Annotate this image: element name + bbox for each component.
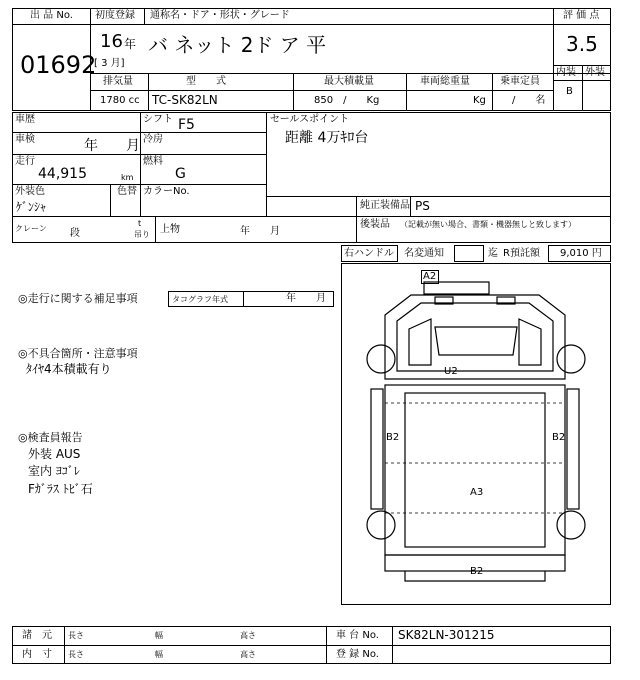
ac-label: 冷房	[143, 134, 163, 145]
history-label: 車歴	[15, 114, 35, 125]
name-label: 通称名・ドア・形状・グレード	[150, 10, 290, 21]
sales-point-value: 距離 4万ｷﾛ台	[285, 130, 369, 146]
cabin-inner	[397, 303, 553, 371]
genuine-equip-value: PS	[415, 199, 430, 213]
truck-diagram	[341, 263, 611, 605]
mileage-unit: km	[121, 173, 134, 182]
name-change-label: 名変通知	[404, 248, 444, 259]
exterior-color-value: ｹﾞﾝｼｬ	[16, 200, 47, 214]
right-door-window	[519, 319, 541, 365]
cabin-damage-mark: U2	[444, 366, 458, 377]
reg-no-label: 登 録 No.	[336, 649, 379, 660]
car-name: バ ネット 2ド ア 平	[148, 33, 327, 57]
tachograph-label: タコグラフ年式	[172, 295, 228, 304]
mileage-label: 走行	[15, 156, 35, 167]
left-side-rail	[371, 389, 383, 509]
chassis-value: SK82LN-301215	[398, 628, 495, 642]
exterior-label: 外装	[585, 67, 605, 78]
lot-no-label: 出 品 No.	[30, 10, 73, 21]
color-no-label: カラーNo.	[143, 186, 190, 197]
inspector-label: ◎検査員報告	[18, 431, 83, 444]
crane-t: t	[138, 219, 142, 228]
displacement-value: 1780 cc	[100, 95, 140, 106]
dims-width-label: 幅	[155, 650, 163, 659]
exterior-color-label: 外装色	[15, 186, 45, 197]
interior-label: 内装	[556, 67, 576, 78]
bed-damage-mark: A3	[470, 487, 484, 498]
name-change-box	[454, 245, 484, 262]
genuine-equip-label: 純正装備品	[360, 200, 410, 211]
shift-label: シフト	[143, 114, 173, 125]
windshield	[435, 327, 517, 355]
tachograph-value: 年 月	[286, 293, 326, 304]
rear-damage-mark: B2	[470, 566, 484, 577]
reg-year-unit: 年	[124, 37, 137, 51]
upper-date: 年 月	[240, 226, 280, 237]
spec-height-label: 高さ	[240, 631, 256, 640]
dims-length-label: 長さ	[68, 650, 84, 659]
defects-text: ﾀｲﾔ4本積載有り	[26, 362, 112, 376]
right-side-rail	[567, 389, 579, 509]
front-right-wheel	[557, 345, 585, 373]
fuel-label: 燃料	[143, 156, 163, 167]
aftermarket-label: 後装品	[360, 219, 390, 230]
dims-height-label: 高さ	[240, 650, 256, 659]
steering-value: 右ハンドル	[344, 248, 394, 259]
reg-month: [ 3 月]	[94, 58, 125, 69]
chassis-label: 車 台 No.	[336, 630, 379, 641]
report-line: Fｶﾞﾗｽ ﾄﾋﾞ石	[28, 482, 93, 496]
capacity-label: 乗車定員	[500, 76, 540, 87]
gross-weight-value: Kg	[473, 95, 486, 106]
score-value: 3.5	[566, 32, 598, 56]
first-reg-label: 初度登録	[95, 10, 135, 21]
inspection-label: 車検	[15, 134, 35, 145]
driving-remarks-label: ◎走行に関する補足事項	[18, 292, 138, 305]
mileage-value: 44,915	[38, 166, 87, 182]
displacement-label: 排気量	[103, 76, 133, 87]
cabin-outline	[385, 295, 565, 379]
r-deposit-value: 9,010 円	[560, 248, 602, 259]
color-code-label: 色替	[117, 186, 137, 197]
spec-width-label: 幅	[155, 631, 163, 640]
front-left-wheel	[367, 345, 395, 373]
gross-weight-label: 車両総重量	[420, 76, 470, 87]
reg-year: 16	[100, 31, 123, 52]
model-value: TC-SK82LN	[152, 93, 218, 107]
bed-floor	[405, 393, 545, 547]
defects-label: ◎不具合箇所・注意事項	[18, 347, 138, 360]
lot-number: 01692	[20, 51, 97, 79]
rear-left-wheel	[367, 511, 395, 539]
crane-hoist: 吊り	[134, 230, 150, 239]
capacity-value: / 名	[512, 95, 546, 106]
arrow-label: 迄	[488, 248, 498, 259]
report-line: 室内 ﾖｺﾞﾚ	[28, 464, 80, 478]
crane-label: クレーン	[15, 224, 47, 233]
max-load-label: 最大積載量	[324, 76, 374, 87]
spec-label: 諸 元	[22, 630, 52, 641]
left-door-window	[409, 319, 431, 365]
aftermarket-note: （記載が無い場合、書類・機器無しと致します）	[400, 220, 576, 229]
model-label: 型 式	[186, 76, 226, 87]
shift-value: F5	[178, 117, 195, 133]
left-side-damage-mark: B2	[386, 432, 400, 443]
interior-grade: B	[566, 86, 573, 97]
spec-length-label: 長さ	[68, 631, 84, 640]
max-load-value: 850 / Kg	[314, 95, 380, 106]
sales-point-label: セールスポイント	[270, 114, 350, 125]
dims-label: 内 寸	[22, 649, 52, 660]
truck-bed	[385, 385, 565, 555]
right-side-damage-mark: B2	[552, 432, 566, 443]
front-damage-mark: A2	[423, 271, 437, 282]
r-deposit-label: R預託額	[503, 248, 540, 259]
fuel-value: G	[175, 166, 186, 182]
crane-stage: 段	[70, 228, 80, 239]
score-label: 評 価 点	[563, 10, 600, 21]
report-line: 外装 AUS	[28, 447, 81, 461]
rear-right-wheel	[557, 511, 585, 539]
inspection-value: 年 月	[84, 138, 140, 154]
upper-label: 上物	[160, 224, 180, 235]
